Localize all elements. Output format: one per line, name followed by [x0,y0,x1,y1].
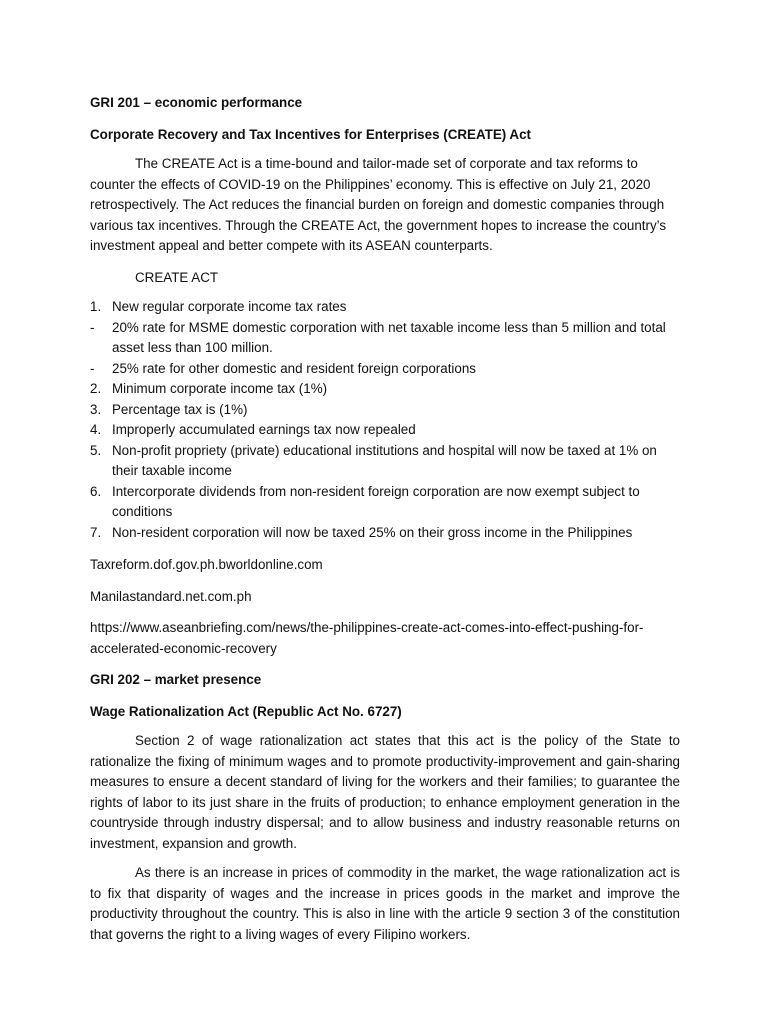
list-item [90,379,680,400]
list-item-text: 25% rate for other domestic and resident foreign corporations [112,360,476,376]
create-act-list-title: CREATE ACT [135,269,219,285]
list-item-text: Intercorporate dividends from non-resident foreign corporation are now exempt subject to conditions [112,483,640,519]
list-marker: 5. [90,442,102,458]
list-item [90,400,680,421]
list-item-text: Percentage tax is (1%) [112,401,248,417]
list-item-text: New regular corporate income tax rates [112,299,347,314]
list-item [90,441,680,482]
list-item-text: Non-profit propriety (private) educational institutions and hospital will now be taxed at 1% on their taxable income [112,442,657,478]
section-heading-gri-202: GRI 202 – market presence [90,672,262,687]
list-marker: 7. [90,524,102,540]
list-item [90,359,680,380]
wage-act-paragraph-2: As there is an increase in prices of commodity in the market, the wage rationalization act is to fix that disparity of wages and the increase in prices goods in the market and improve the productivity throughout the country. This is also in line with the article 9 section 3 of the constitution that governs the right to a living wages of every Filipino workers. [90,865,680,942]
section-heading-gri-201: GRI 201 – economic performance [90,95,303,110]
section-subheading-wage-act: Wage Rationalization Act (Republic Act No. 6727) [90,703,402,719]
source-link: https://www.aseanbriefing.com/news/the-philippines-create-act-comes-into-effect-pushing-for-accelerated-economic-recovery [90,620,644,656]
list-item [90,420,680,441]
list-item-text: 20% rate for MSME domestic corporation with net taxable income less than 5 million and total asset less than 100 million. [112,319,666,355]
list-marker: 3. [90,401,102,417]
create-act-list [90,297,680,543]
list-marker: 1. [90,299,102,314]
list-marker: 4. [90,422,102,437]
list-item-text: Non-resident corporation will now be taxed 25% on their gross income in the Philippines [112,524,633,540]
list-item [90,482,680,523]
list-item-text: Improperly accumulated earnings tax now repealed [112,422,416,437]
source-reference: Manilastandard.net.com.ph [90,588,252,604]
source-reference: Taxreform.dof.gov.ph.bworldonline.com [90,557,323,572]
section-subheading-create-act: Corporate Recovery and Tax Incentives for Enterprises (CREATE) Act [90,126,532,142]
list-marker: - [90,360,95,376]
create-act-paragraph: The CREATE Act is a time-bound and tailor-made set of corporate and tax reforms to counter the effects of COVID-19 on the Philippines’ economy. This is effective on July 21, 2020 retrospectively. The Act reduces the financial burden on foreign and domestic companies through various tax incentives. Through the CREATE Act, the government hopes to increase the country’s investment appeal and better compete with its ASEAN counterparts. [90,156,667,253]
list-item [90,297,680,318]
list-marker: 6. [90,483,102,499]
list-marker: 2. [90,381,102,396]
list-item [90,318,680,359]
list-marker: - [90,319,95,335]
list-item [90,523,680,544]
document-page [90,93,680,945]
list-item-text: Minimum corporate income tax (1%) [112,381,328,396]
wage-act-paragraph-1: Section 2 of wage rationalization act states that this act is the policy of the State to rationalize the fixing of minimum wages and to promote productivity-improvement and gain-sharing measures to ensure a decent standard of living for the workers and their families; to guarantee the rights of labor to its just share in the fruits of production; to enhance employment generation in the countryside through industry dispersal; and to allow business and industry reasonable returns on investment, expansion and growth. [90,733,680,851]
